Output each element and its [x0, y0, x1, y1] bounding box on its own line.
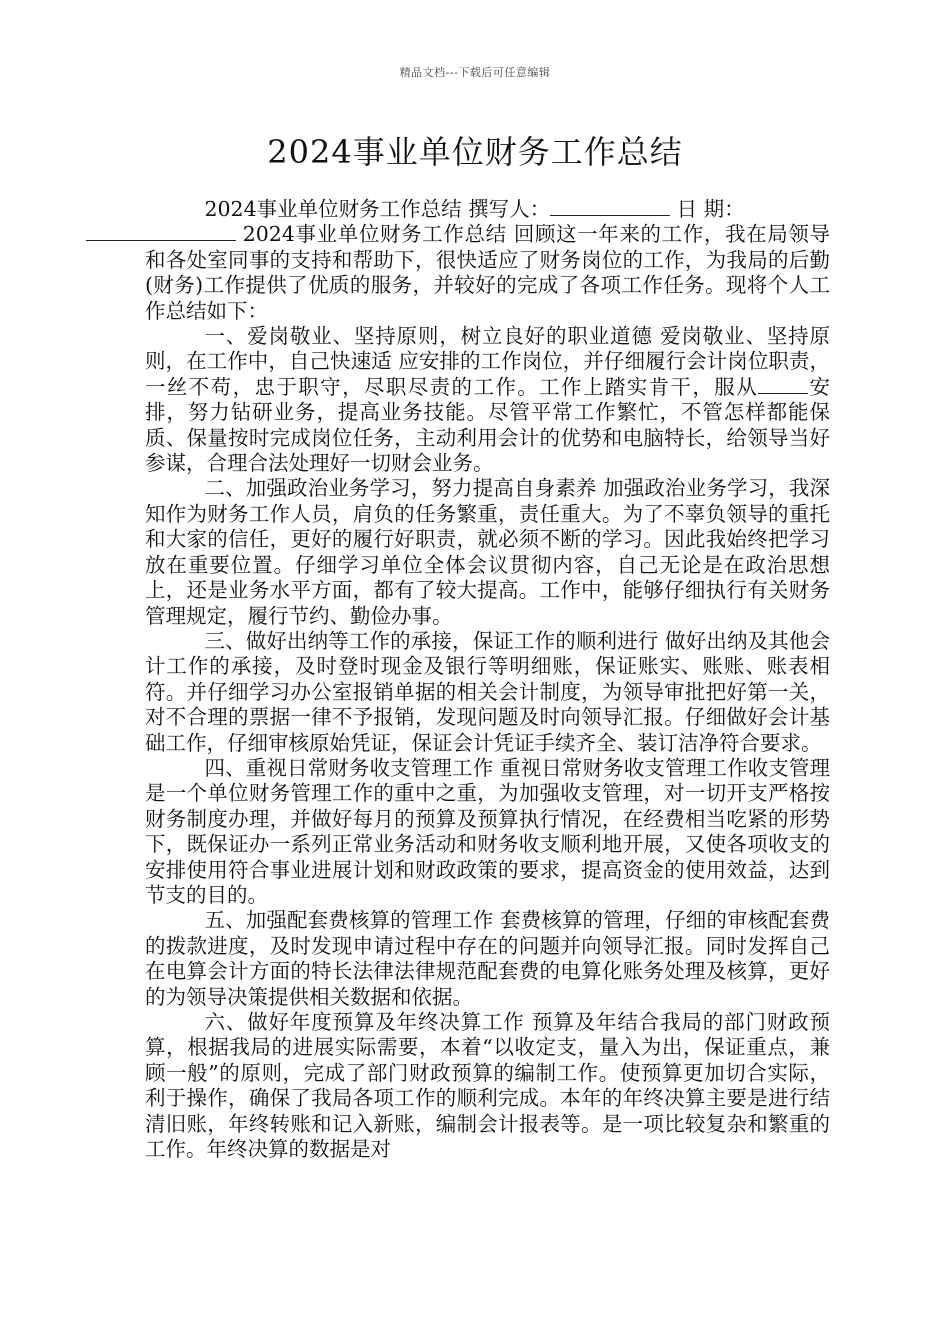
intro-text-1: 2024事业单位财务工作总结 撰写人： [204, 197, 551, 221]
document-body [145, 197, 830, 1162]
section-paragraph-5: 五、加强配套费核算的管理工作 套费核算的管理，仔细的审核配套费的拨款进度，及时发现申请过程中存在的问题并向领导汇报。同时发挥自己在电算会计方面的特长法律法律规范配套费的电算化账务处理及核算，更好的为领导决策提供相关数据和依据。 [145, 908, 830, 1009]
section-paragraph-6: 六、做好年度预算及年终决算工作 预算及年结合我局的部门财政预算，根据我局的进展实际需要，本着“以收定支，量入为出，保证重点，兼顾一般”的原则，完成了部门财政预算的编制工作。使预算更加切合实际，利于操作，确保了我局各项工作的顺利完成。本年的年终决算主要是进行结清旧账，年终转账和记入新账，编制会计报表等。是一项比较复杂和繁重的工作。年终决算的数据是对 [145, 1010, 830, 1162]
section-paragraph-4: 四、重视日常财务收支管理工作 重视日常财务收支管理工作收支管理是一个单位财务管理工作的重中之重，为加强收支管理，对一切开支严格按财务制度办理，并做好每月的预算及预算执行情况，在经费相当吃紧的形势下，既保证办一系列正常业务活动和财务收支顺利地开展，又使各项收支的安排使用符合事业进展计划和财政政策的要求，提高资金的使用效益，达到节支的目的。 [145, 755, 830, 907]
intro-paragraph [145, 197, 830, 324]
section-paragraph-2: 二、加强政治业务学习，努力提高自身素养 加强政治业务学习，我深知作为财务工作人员，肩负的任务繁重，责任重大。为了不辜负领导的重托和大家的信任，更好的履行好职责，就必须不断的学习。因此我始终把学习放在重要位置。仔细学习单位全体会议贯彻内容，自己无论是在政治思想上，还是业务水平方面，都有了较大提高。工作中，能够仔细执行有关财务管理规定，履行节约、勤俭办事。 [145, 476, 830, 628]
intro-text-2: 日 期： [670, 197, 745, 221]
section1-text-1: 一、爱岗敬业、坚持原则，树立良好的职业道德 爱岗敬业、坚持原则，在工作中，自己快速适 应安排的工作岗位，并仔细履行会计岗位职责，一丝不苟，忠于职守，尽职尽责的工作。工作上踏实肯干，服从 [145, 324, 830, 399]
section1-text-2: 安排，努力钻研业务，提高业务技能。尽管平常工作繁忙，不管怎样都能保质、保量按时完成岗位任务，主动利用会计的优势和电脑特长，给领导当好参谋，合理合法处理好一切财会业务。 [145, 374, 831, 476]
document-title: 2024事业单位财务工作总结 [267, 133, 683, 171]
date-blank [86, 222, 236, 241]
section1-blank [758, 375, 808, 394]
section-paragraph-3: 三、做好出纳等工作的承接，保证工作的顺利进行 做好出纳及其他会计工作的承接，及时登时现金及银行等明细账，保证账实、账账、账表相符。并仔细学习办公室报销单据的相关会计制度，为领导审批把好第一关，对不合理的票据一律不予报销，发现问题及时向领导汇报。仔细做好会计基础工作，仔细审核原始凭证，保证会计凭证手续齐全、装订洁净符合要求。 [145, 628, 830, 755]
author-blank [550, 197, 670, 216]
section-paragraph-1 [145, 324, 830, 476]
page-header-watermark: 精品文档---下载后可任意编辑 [399, 66, 551, 79]
intro-text-3: 2024事业单位财务工作总结 回顾这一年来的工作，我在局领导和各处室同事的支持和帮助下，很快适应了财务岗位的工作，为我局的后勤(财务)工作提供了优质的服务，并较好的完成了各项工作任务。现将个人工作总结如下： [145, 222, 830, 323]
